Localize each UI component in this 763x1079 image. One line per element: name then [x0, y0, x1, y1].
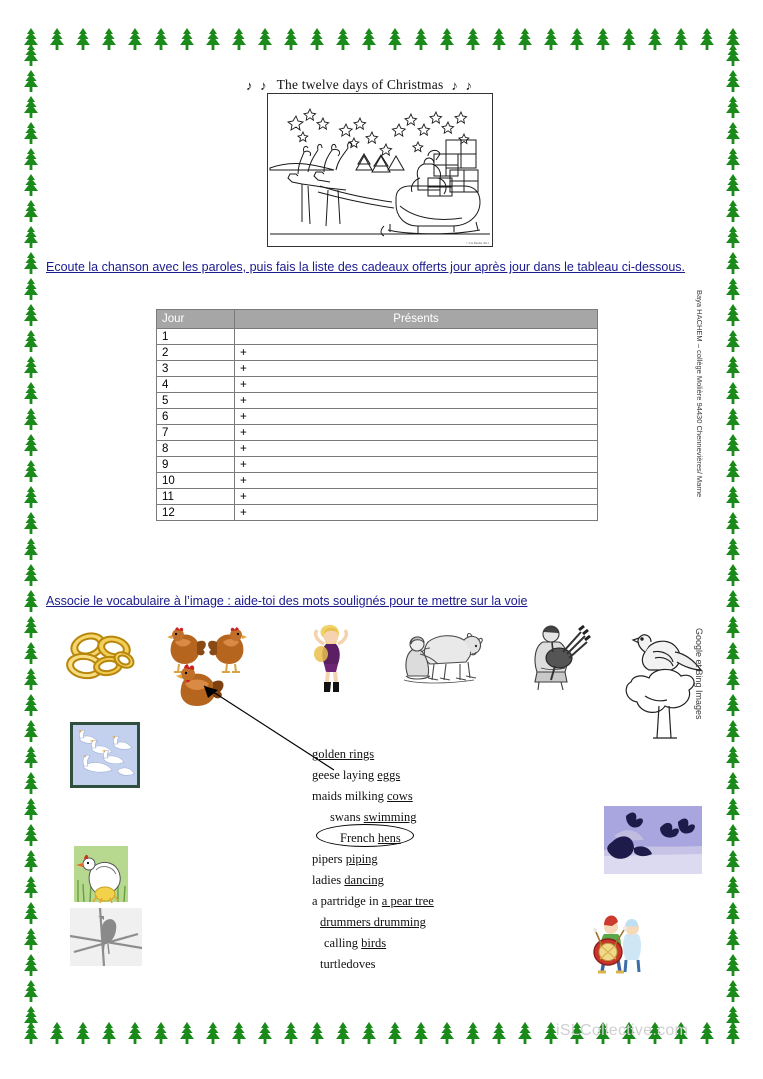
cell-day: 8 [157, 441, 235, 457]
christmas-tree-icon [512, 1020, 538, 1046]
cell-presents[interactable]: + [235, 425, 598, 441]
christmas-tree-icon [356, 26, 382, 52]
word-underline: swimming [363, 810, 417, 824]
christmas-tree-icon [720, 42, 746, 68]
christmas-tree-icon [18, 198, 44, 224]
table-row [157, 505, 598, 521]
christmas-tree-icon [18, 276, 44, 302]
cell-day: 11 [157, 489, 235, 505]
christmas-tree-icon [18, 146, 44, 172]
christmas-tree-icon [720, 614, 746, 640]
christmas-tree-icon [720, 822, 746, 848]
christmas-tree-icon [486, 26, 512, 52]
word-underline: a pear tree [381, 894, 434, 908]
table-header-row [157, 310, 598, 329]
cell-day: 9 [157, 457, 235, 473]
christmas-tree-icon [720, 640, 746, 666]
picture-turtledoves [604, 806, 702, 874]
christmas-tree-icon [96, 1020, 122, 1046]
christmas-tree-icon [18, 1004, 44, 1030]
word-underline: hens [377, 831, 401, 845]
tree-border-left [18, 42, 44, 1032]
christmas-tree-icon [18, 926, 44, 952]
christmas-tree-icon [70, 1020, 96, 1046]
christmas-tree-icon [18, 848, 44, 874]
cell-day: 3 [157, 361, 235, 377]
word-list-item[interactable]: calling birds [324, 936, 387, 950]
christmas-tree-icon [252, 26, 278, 52]
christmas-sleigh-illustration [267, 93, 493, 247]
word-underline: piping [345, 852, 378, 866]
christmas-tree-icon [304, 26, 330, 52]
presents-table [156, 309, 598, 521]
cell-presents[interactable]: + [235, 489, 598, 505]
christmas-tree-icon [122, 26, 148, 52]
christmas-tree-icon [694, 1020, 720, 1046]
christmas-tree-icon [720, 302, 746, 328]
table-row [157, 377, 598, 393]
picture-geese-laying-eggs [72, 840, 134, 906]
christmas-tree-icon [720, 276, 746, 302]
christmas-tree-icon [226, 26, 252, 52]
christmas-tree-icon [720, 978, 746, 1004]
cell-presents[interactable]: + [235, 409, 598, 425]
christmas-tree-icon [18, 458, 44, 484]
column-header-presents: Présents [235, 310, 598, 329]
christmas-tree-icon [18, 120, 44, 146]
christmas-tree-icon [18, 692, 44, 718]
french-hens-circle-annotation [316, 824, 414, 847]
christmas-tree-icon [720, 250, 746, 276]
christmas-tree-icon [18, 432, 44, 458]
illustration-credit: © Liz Bennet 2011 [466, 241, 489, 245]
christmas-tree-icon [382, 26, 408, 52]
word-list-item[interactable] [312, 912, 502, 933]
christmas-tree-icon [330, 1020, 356, 1046]
christmas-tree-icon [278, 1020, 304, 1046]
christmas-tree-icon [720, 848, 746, 874]
picture-golden-rings [58, 622, 150, 690]
christmas-tree-icon [18, 68, 44, 94]
table-row [157, 329, 598, 345]
cell-presents[interactable]: + [235, 345, 598, 361]
cell-presents[interactable]: + [235, 393, 598, 409]
christmas-tree-icon [720, 458, 746, 484]
christmas-tree-icon [382, 1020, 408, 1046]
christmas-tree-icon [720, 172, 746, 198]
christmas-tree-icon [590, 26, 616, 52]
tree-border-right [720, 42, 746, 1032]
column-header-day: Jour [157, 310, 235, 329]
word-underline: golden rings [312, 747, 375, 761]
table-row [157, 393, 598, 409]
picture-maids-milking-cows [400, 622, 486, 688]
vocabulary-word-list [312, 744, 502, 975]
christmas-tree-icon [720, 120, 746, 146]
christmas-tree-icon [460, 1020, 486, 1046]
christmas-tree-icon [720, 666, 746, 692]
cell-presents[interactable]: + [235, 473, 598, 489]
word-underline: cows [387, 789, 413, 803]
music-note-icon-left: ♪ ♪ [245, 77, 269, 93]
word-list-item[interactable]: geese laying eggs [312, 768, 401, 782]
christmas-tree-icon [408, 26, 434, 52]
christmas-tree-icon [18, 224, 44, 250]
picture-swans-swimming [70, 722, 140, 788]
christmas-tree-icon [720, 770, 746, 796]
christmas-tree-icon [720, 198, 746, 224]
word-underline: drummers drumming [320, 915, 426, 929]
christmas-tree-icon [18, 562, 44, 588]
cell-day: 12 [157, 505, 235, 521]
tree-border-top [18, 26, 746, 52]
word-list-item[interactable] [312, 744, 502, 765]
christmas-tree-icon [18, 250, 44, 276]
christmas-tree-icon [18, 718, 44, 744]
cell-presents[interactable] [235, 329, 598, 345]
christmas-tree-icon [720, 354, 746, 380]
word-list-item[interactable]: turtledoves [320, 957, 376, 971]
word-underline: dancing [344, 873, 384, 887]
christmas-tree-icon [18, 536, 44, 562]
cell-day: 2 [157, 345, 235, 361]
christmas-tree-icon [720, 484, 746, 510]
christmas-tree-icon [18, 380, 44, 406]
christmas-tree-icon [616, 26, 642, 52]
word-list-item[interactable]: maids milking cows [312, 789, 413, 803]
christmas-tree-icon [18, 666, 44, 692]
christmas-tree-icon [200, 26, 226, 52]
cell-presents[interactable]: + [235, 377, 598, 393]
word-list-item[interactable]: a partridge in a pear tree [312, 894, 434, 908]
picture-calling-birds [70, 908, 142, 966]
word-list-item[interactable]: ladies dancing [312, 873, 384, 887]
table-row [157, 409, 598, 425]
picture-drummers-drumming [592, 912, 650, 974]
christmas-tree-icon [18, 42, 44, 68]
christmas-tree-icon [720, 146, 746, 172]
christmas-tree-icon [694, 26, 720, 52]
table-row [157, 473, 598, 489]
christmas-tree-icon [18, 406, 44, 432]
christmas-tree-icon [304, 1020, 330, 1046]
christmas-tree-icon [434, 26, 460, 52]
cell-day: 5 [157, 393, 235, 409]
christmas-tree-icon [564, 26, 590, 52]
christmas-tree-icon [18, 354, 44, 380]
christmas-tree-icon [18, 510, 44, 536]
christmas-tree-icon [148, 1020, 174, 1046]
picture-pipers-piping [525, 620, 593, 690]
christmas-tree-icon [18, 172, 44, 198]
table-row [157, 345, 598, 361]
christmas-tree-icon [122, 1020, 148, 1046]
christmas-tree-icon [720, 406, 746, 432]
christmas-tree-icon [330, 26, 356, 52]
christmas-tree-icon [18, 614, 44, 640]
christmas-tree-icon [460, 26, 486, 52]
cell-presents[interactable]: + [235, 505, 598, 521]
cell-presents[interactable]: + [235, 441, 598, 457]
christmas-tree-icon [18, 640, 44, 666]
table-row [157, 457, 598, 473]
christmas-tree-icon [720, 744, 746, 770]
word-underline: eggs [377, 768, 401, 782]
christmas-tree-icon [18, 900, 44, 926]
cell-day: 4 [157, 377, 235, 393]
christmas-tree-icon [18, 744, 44, 770]
christmas-tree-icon [148, 26, 174, 52]
author-credit: Baya HACHEM – collège Molière 94430 Chennevières/ Marne [695, 290, 704, 498]
christmas-tree-icon [720, 874, 746, 900]
word-list-item[interactable]: French hens [340, 831, 401, 845]
christmas-tree-icon [18, 978, 44, 1004]
word-list-item[interactable]: pipers piping [312, 852, 378, 866]
table-row [157, 361, 598, 377]
cell-day: 7 [157, 425, 235, 441]
christmas-tree-icon [18, 328, 44, 354]
christmas-tree-icon [668, 26, 694, 52]
christmas-tree-icon [720, 536, 746, 562]
christmas-tree-icon [18, 770, 44, 796]
christmas-tree-icon [720, 900, 746, 926]
word-list-item[interactable]: swans swimming [330, 810, 417, 824]
cell-presents[interactable]: + [235, 361, 598, 377]
christmas-tree-icon [226, 1020, 252, 1046]
cell-day: 1 [157, 329, 235, 345]
image-source-credit: Google et Bing Images [694, 628, 704, 720]
instruction-task1-text: Ecoute la chanson avec les paroles, puis fais la liste des cadeaux offerts jour après jour dans le tableau ci-dessous. [46, 260, 686, 274]
christmas-tree-icon [486, 1020, 512, 1046]
christmas-tree-icon [18, 302, 44, 328]
christmas-tree-icon [18, 822, 44, 848]
cell-presents[interactable]: + [235, 457, 598, 473]
christmas-tree-icon [720, 588, 746, 614]
christmas-tree-icon [720, 926, 746, 952]
christmas-tree-icon [174, 26, 200, 52]
christmas-tree-icon [720, 380, 746, 406]
christmas-tree-icon [200, 1020, 226, 1046]
christmas-tree-icon [720, 224, 746, 250]
christmas-tree-icon [18, 588, 44, 614]
cell-day: 10 [157, 473, 235, 489]
christmas-tree-icon [720, 510, 746, 536]
christmas-tree-icon [642, 26, 668, 52]
christmas-tree-icon [720, 1004, 746, 1030]
christmas-tree-icon [70, 26, 96, 52]
christmas-tree-icon [44, 1020, 70, 1046]
word-underline: birds [361, 936, 387, 950]
christmas-tree-icon [18, 796, 44, 822]
christmas-tree-icon [720, 562, 746, 588]
page-title: The twelve days of Christmas [276, 77, 444, 92]
christmas-tree-icon [408, 1020, 434, 1046]
christmas-tree-icon [720, 692, 746, 718]
christmas-tree-icon [96, 26, 122, 52]
christmas-tree-icon [720, 328, 746, 354]
instruction-task2 [46, 592, 646, 611]
christmas-tree-icon [720, 432, 746, 458]
christmas-tree-icon [720, 94, 746, 120]
christmas-tree-icon [720, 952, 746, 978]
christmas-tree-icon [720, 796, 746, 822]
table-row [157, 425, 598, 441]
christmas-tree-icon [18, 952, 44, 978]
table-row [157, 441, 598, 457]
christmas-tree-icon [720, 718, 746, 744]
christmas-tree-icon [252, 1020, 278, 1046]
christmas-tree-icon [720, 68, 746, 94]
christmas-tree-icon [18, 94, 44, 120]
christmas-tree-icon [44, 26, 70, 52]
table-row [157, 489, 598, 505]
cell-day: 6 [157, 409, 235, 425]
christmas-tree-icon [278, 26, 304, 52]
christmas-tree-icon [356, 1020, 382, 1046]
music-note-icon-right: ♪ ♪ [451, 77, 475, 93]
instruction-task2-text: Associe le vocabulaire à l’image : aide-toi des mots soulignés pour te mettre sur la voie [46, 594, 528, 608]
christmas-tree-icon [18, 484, 44, 510]
christmas-tree-icon [538, 26, 564, 52]
christmas-tree-icon [18, 874, 44, 900]
islcollective-watermark: iSLCollective.com [556, 1022, 689, 1039]
instruction-task1 [46, 258, 711, 277]
christmas-tree-icon [434, 1020, 460, 1046]
christmas-tree-icon [512, 26, 538, 52]
christmas-tree-icon [174, 1020, 200, 1046]
